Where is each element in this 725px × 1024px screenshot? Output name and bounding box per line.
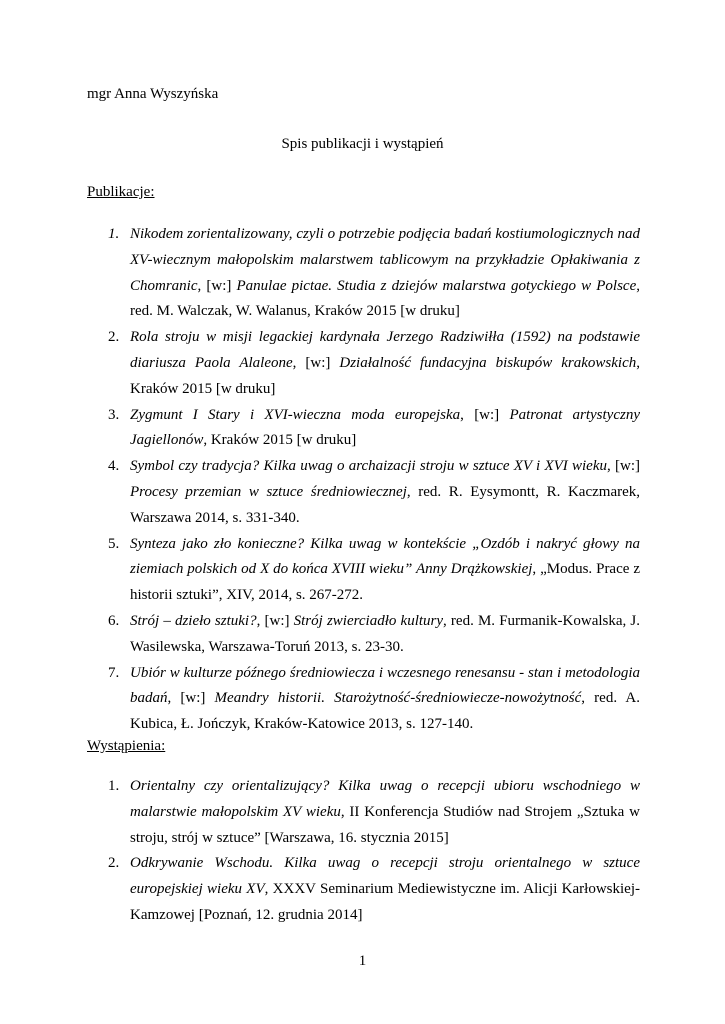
item-details: , red. R. Eysymontt, R. Kaczmarek, Warszawa 2014, s. 331-340. — [130, 483, 641, 526]
item-title: Ubiór w kulturze późnego średniowiecza i wczesnego renesansu - stan i metodologia badań — [130, 664, 640, 707]
item-title: Synteza jako zło konieczne? Kilka uwag w kontekście „Ozdób i nakryć głowy na ziemiach polskich od X do końca XVIII wieku” Anny Drążkowskiej — [130, 535, 640, 578]
item-title: Symbol czy tradycja? Kilka uwag o archaizacji stroju w sztuce XV i XVI wieku — [130, 458, 608, 475]
item-details: , red. M. Furmanik-Kowalska, J. Wasilewska, Warszawa-Toruń 2013, s. 23-30. — [130, 612, 640, 655]
item-source: Działalność fundacyjna biskupów krakowskich — [339, 354, 637, 371]
item-number: 2. — [108, 855, 120, 872]
list-item — [0, 403, 640, 455]
item-details: , red. A. Kubica, Ł. Jończyk, Kraków-Katowice 2013, s. 127-140. — [130, 690, 640, 733]
item-separator: , [w:] — [292, 354, 340, 371]
item-number: 1. — [108, 778, 120, 794]
item-number: 1. — [108, 226, 120, 242]
item-number: 5. — [108, 535, 120, 552]
list-item — [0, 851, 640, 928]
presentations-heading: Wystąpienia: — [87, 738, 166, 754]
list-item — [0, 454, 640, 531]
item-number: 4. — [108, 458, 120, 475]
item-number: 3. — [108, 406, 120, 423]
item-details: , „Modus. Prace z historii sztuki”, XIV, 2014, s. 267-272. — [130, 561, 640, 604]
list-item — [0, 532, 640, 609]
item-source: Meandry historii. Starożytność-średniowiecze-nowożytność — [214, 690, 582, 707]
item-title: Strój – dzieło sztuki? — [130, 612, 257, 629]
item-number: 6. — [108, 612, 120, 629]
item-details: , red. M. Walczak, W. Walanus, Kraków 2015 [w druku] — [130, 277, 640, 320]
item-source: Strój zwierciadło kultury — [293, 612, 444, 629]
presentations-list — [0, 774, 640, 929]
publications-heading: Publikacje: — [87, 184, 155, 200]
page-number: 1 — [358, 953, 367, 969]
item-details: , Kraków 2015 [w druku] — [203, 432, 357, 449]
item-separator: , [w:] — [607, 458, 640, 475]
item-source: Panulae pictae. Studia z dziejów malarstwa gotyckiego w Polsce — [236, 277, 637, 294]
item-details: , Kraków 2015 [w druku] — [130, 354, 640, 397]
list-item — [0, 325, 640, 402]
item-separator: , [w:] — [167, 690, 215, 707]
item-details: , II Konferencja Studiów nad Strojem „Sztuka w stroju, strój w sztuce” [Warszawa, 16. stycznia 2015] — [130, 803, 640, 846]
item-separator: , [w:] — [256, 612, 294, 629]
item-title: Zygmunt I Stary i XVI-wieczna moda europejska — [130, 406, 461, 423]
list-item — [0, 774, 640, 851]
document-title: Spis publikacji i wystąpień — [281, 136, 444, 152]
publications-list — [0, 222, 640, 738]
item-separator: , [w:] — [460, 406, 510, 423]
list-item — [0, 222, 640, 325]
item-number: 2. — [108, 329, 120, 346]
item-separator: , [w:] — [197, 277, 237, 294]
item-details: , XXXV Seminarium Mediewistyczne im. Alicji Karłowskiej-Kamzowej [Poznań, 12. grudnia 2014] — [130, 881, 640, 923]
item-source: Procesy przemian w sztuce średniowiecznej — [130, 483, 407, 500]
item-source: Patronat artystyczny Jagiellonów — [130, 406, 640, 449]
item-title: Rola stroju w misji legackiej kardynała Jerzego Radziwiłła (1592) na podstawie diariusza Paola Alaleone — [130, 329, 640, 371]
item-title: Orientalny czy orientalizujący? Kilka uwag o recepcji ubioru wschodniego w malarstwie małopolskim XV wieku — [130, 778, 640, 820]
list-item — [0, 661, 640, 738]
list-item — [0, 609, 640, 661]
item-number: 7. — [108, 664, 120, 681]
item-title: Nikodem zorientalizowany, czyli o potrzebie podjęcia badań kostiumologicznych nad XV-wiecznym małopolskim malarstwem tablicowym na przykładzie Opłakiwania z Chomranic — [130, 226, 640, 294]
author-name: mgr Anna Wyszyńska — [87, 86, 219, 102]
item-title: Odkrywanie Wschodu. Kilka uwag o recepcji stroju orientalnego w sztuce europejskiej wieku XV — [130, 855, 640, 898]
